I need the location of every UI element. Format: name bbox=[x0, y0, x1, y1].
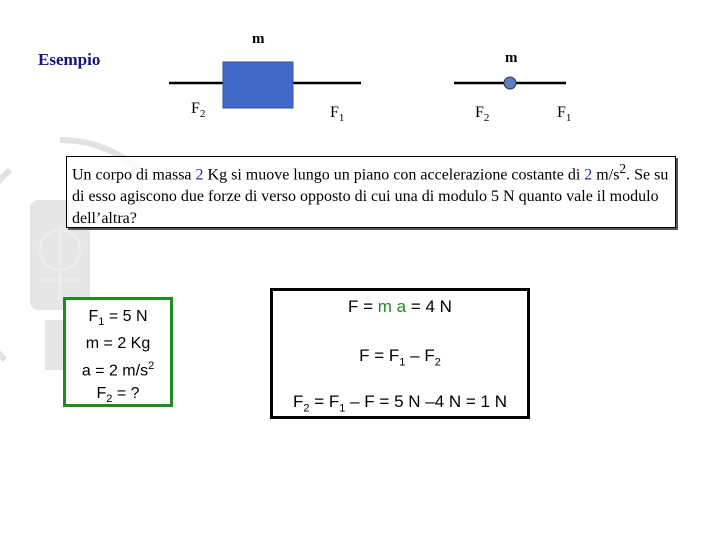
mass-label-left: m bbox=[252, 31, 265, 47]
point-mass bbox=[504, 77, 516, 89]
given-f1: $F_1 = 5$ N bbox=[88, 308, 148, 329]
example-title: Esempio bbox=[38, 50, 101, 69]
force-f2-label-left: $F_2$ bbox=[191, 100, 206, 121]
force-f1-label-right: $F_1$ bbox=[557, 104, 572, 125]
mass-value: 2 bbox=[195, 166, 204, 184]
acceleration-value: 2 bbox=[584, 166, 593, 184]
force-f2-label-right: $F_2$ bbox=[475, 104, 490, 125]
solution-box bbox=[270, 288, 530, 419]
given-f2: $F_2$ = ? bbox=[96, 384, 140, 405]
mass-block bbox=[223, 62, 293, 108]
given-acceleration: a = 2 $m/s^2$ bbox=[81, 360, 155, 380]
solution-force-difference: $F = F_1 - F_2$ bbox=[359, 346, 441, 369]
solution-net-force: F = m a = 4 N bbox=[348, 297, 452, 316]
given-mass: m = 2 Kg bbox=[85, 335, 151, 353]
mass-label-right: m bbox=[505, 50, 518, 66]
solution-result: $F_2 = F_1 - F = 5$ N –4 N = 1 N bbox=[293, 392, 507, 415]
force-f1-label-left: $F_1$ bbox=[330, 104, 345, 125]
point-force-diagram bbox=[450, 70, 570, 100]
problem-statement: Un corpo di massa 2 Kg si muove lungo un piano con accelerazione costante di 2 $m/s^2$. Se su di esso agiscono due forze di verso opposto di cui una di modulo 5 N quanto vale il modulo dell’altra? bbox=[66, 156, 676, 228]
given-data-box bbox=[63, 297, 173, 407]
